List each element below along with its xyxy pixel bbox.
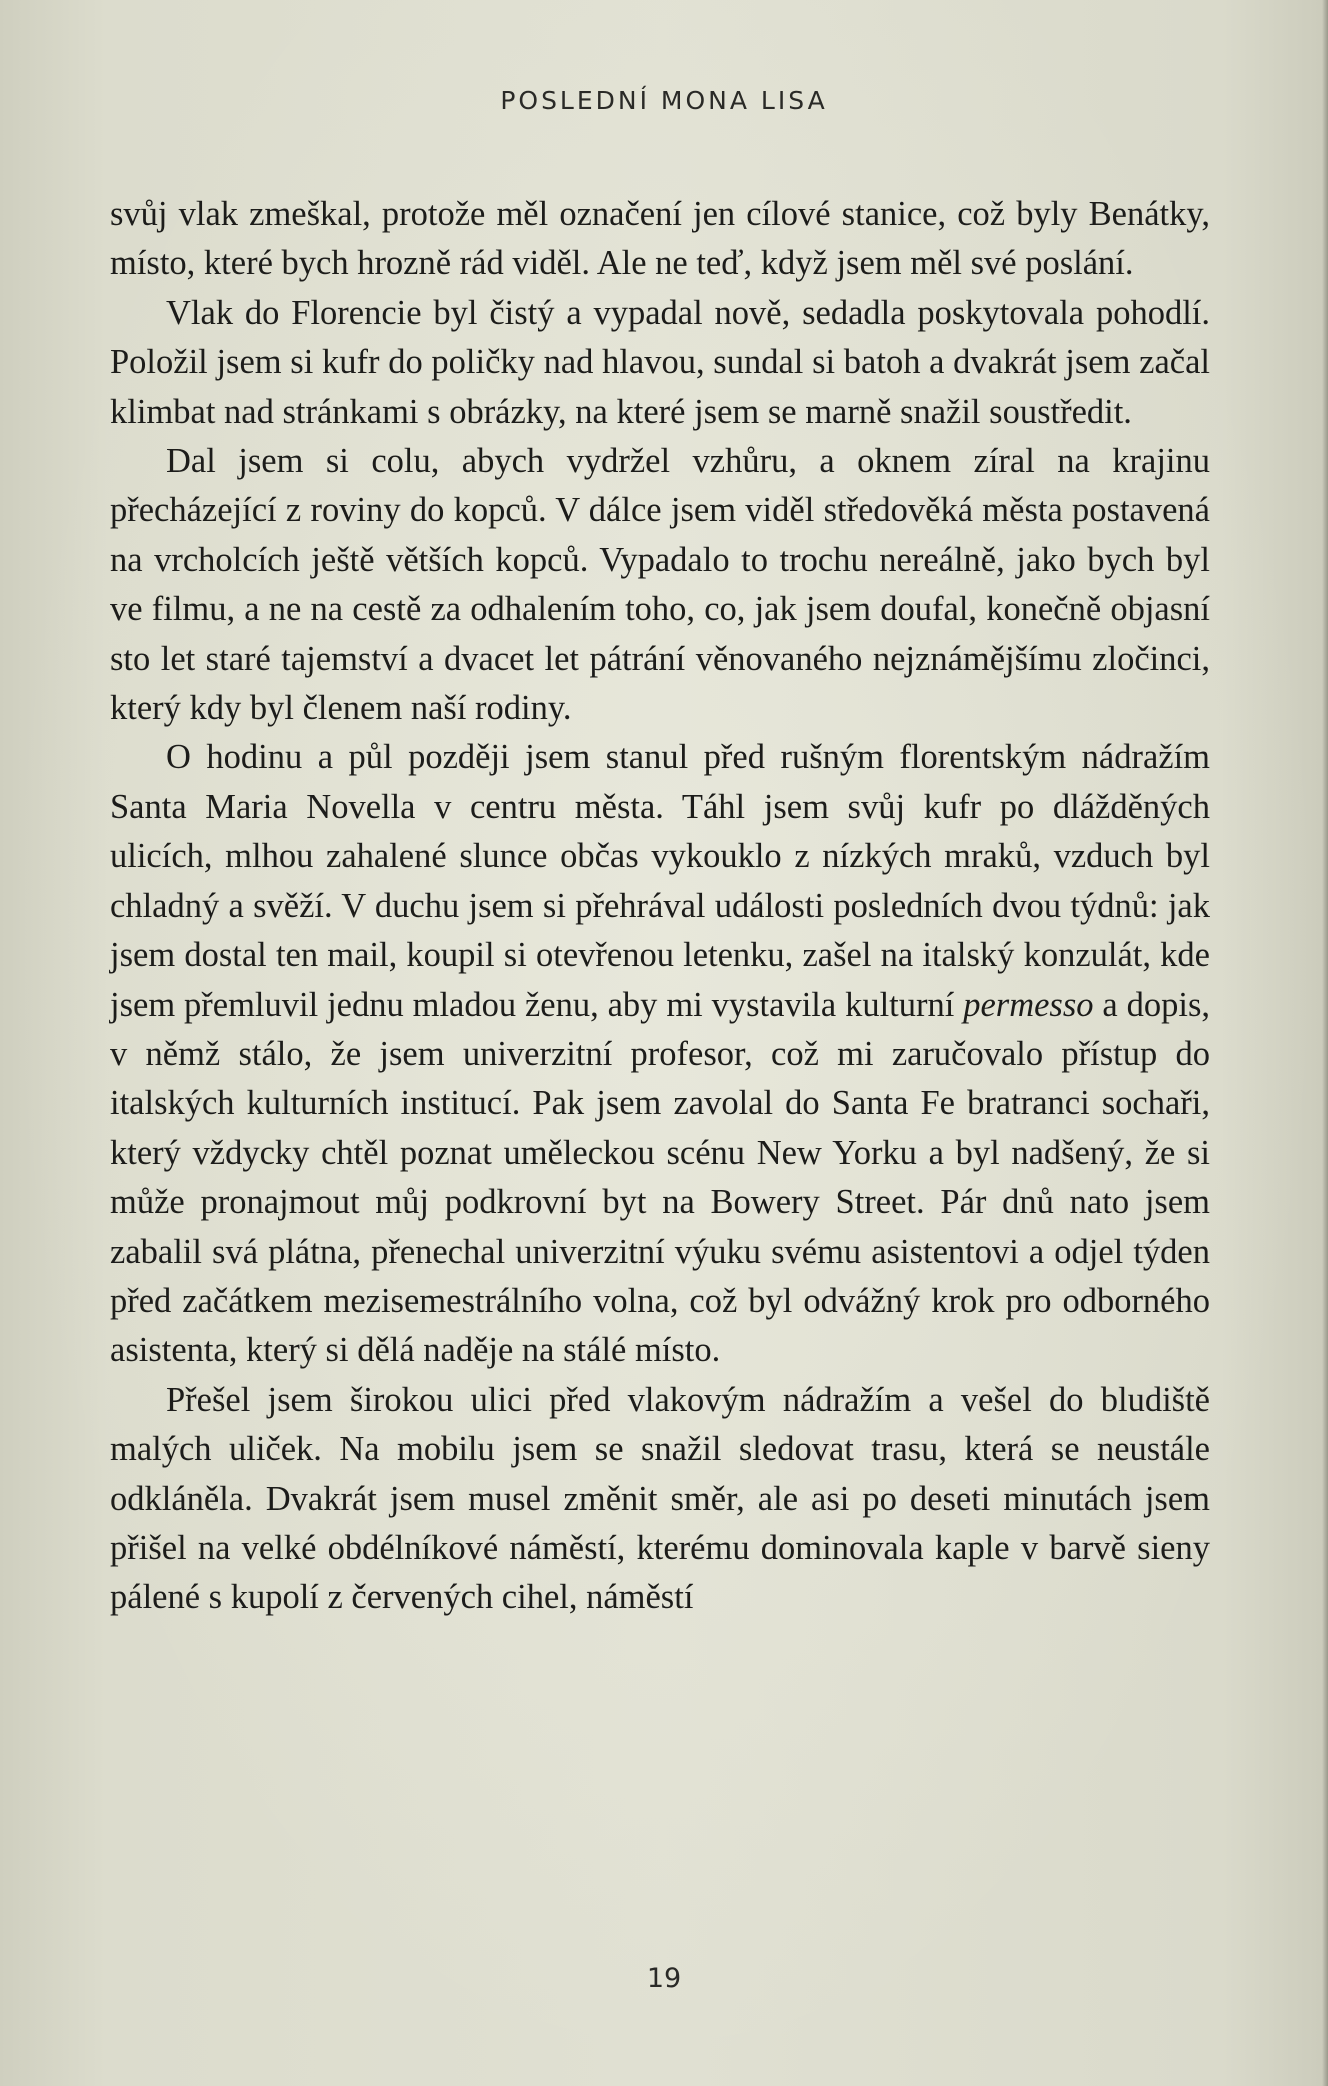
page-edge-shadow	[1322, 0, 1328, 2086]
page-number: 19	[646, 1963, 682, 1994]
paragraph-3: Dal jsem si colu, abych vydržel vzhůru, a oknem zíral na krajinu přecházející z roviny do kopců. V dálce jsem viděl středověká města postavená na vrcholcích ještě větších kopců. Vypadalo to trochu nereálně, jako bych byl ve filmu, a ne na cestě za odhalením toho, co, jak jsem doufal, konečně objasní sto let staré tajemství a dvacet let pátrání věnovaného nejznámějšímu zločinci, který kdy byl členem naší rodiny.	[110, 442, 1210, 728]
italic-term: permesso	[963, 985, 1094, 1024]
paragraph-2: Vlak do Florencie byl čistý a vypadal nově, sedadla poskytovala pohodlí. Položil jsem si kufr do poličky nad hlavou, sundal si batoh a dvakrát jsem začal klimbat nad stránkami s obrázky, na které jsem se marně snažil soustředit.	[110, 293, 1210, 431]
paragraph-1: svůj vlak zmeškal, protože měl označení jen cílové stanice, což byly Benátky, místo, které bych hrozně rád viděl. Ale ne teď, když jsem měl své poslání.	[110, 195, 1210, 283]
body-text	[110, 190, 1210, 1623]
paragraph-4: O hodinu a půl později jsem stanul před rušným florentským nádražím Santa Maria Novella v centru města. Táhl jsem svůj kufr po dlážděných ulicích, mlhou zahalené slunce občas vykouklo z nízkých mraků, vzduch byl chladný a svěží. V duchu jsem si přehrával události posledních dvou týdnů: jak jsem dostal ten mail, koupil si otevřenou letenku, zašel na italský konzulát, kde jsem přemluvil jednu mladou ženu, aby mi vystavila kulturní permesso a dopis, v němž stálo, že jsem univerzitní profesor, což mi zaručovalo přístup do italských kulturních institucí. Pak jsem zavolal do Santa Fe bratranci sochaři, který vždycky chtěl poznat uměleckou scénu New Yorku a byl nadšený, že si může pronajmout můj podkrovní byt na Bowery Street. Pár dnů nato jsem zabalil svá plátna, přenechal univerzitní výuku svému asistentovi a odjel týden před začátkem mezisemestrálního volna, což byl odvážný krok pro odborného asistenta, který si dělá naděje na stálé místo.	[110, 738, 1211, 1370]
running-head: POSLEDNÍ MONA LISA	[500, 86, 828, 115]
paragraph-5: Přešel jsem širokou ulici před vlakovým nádražím a vešel do bludiště malých uliček. Na mobilu jsem se snažil sledovat trasu, která se neustále odkláněla. Dvakrát jsem musel změnit směr, ale asi po deseti minutách jsem přišel na velké obdélníkové náměstí, kterému dominovala kaple v barvě sieny pálené s kupolí z červených cihel, náměstí	[110, 1380, 1210, 1617]
